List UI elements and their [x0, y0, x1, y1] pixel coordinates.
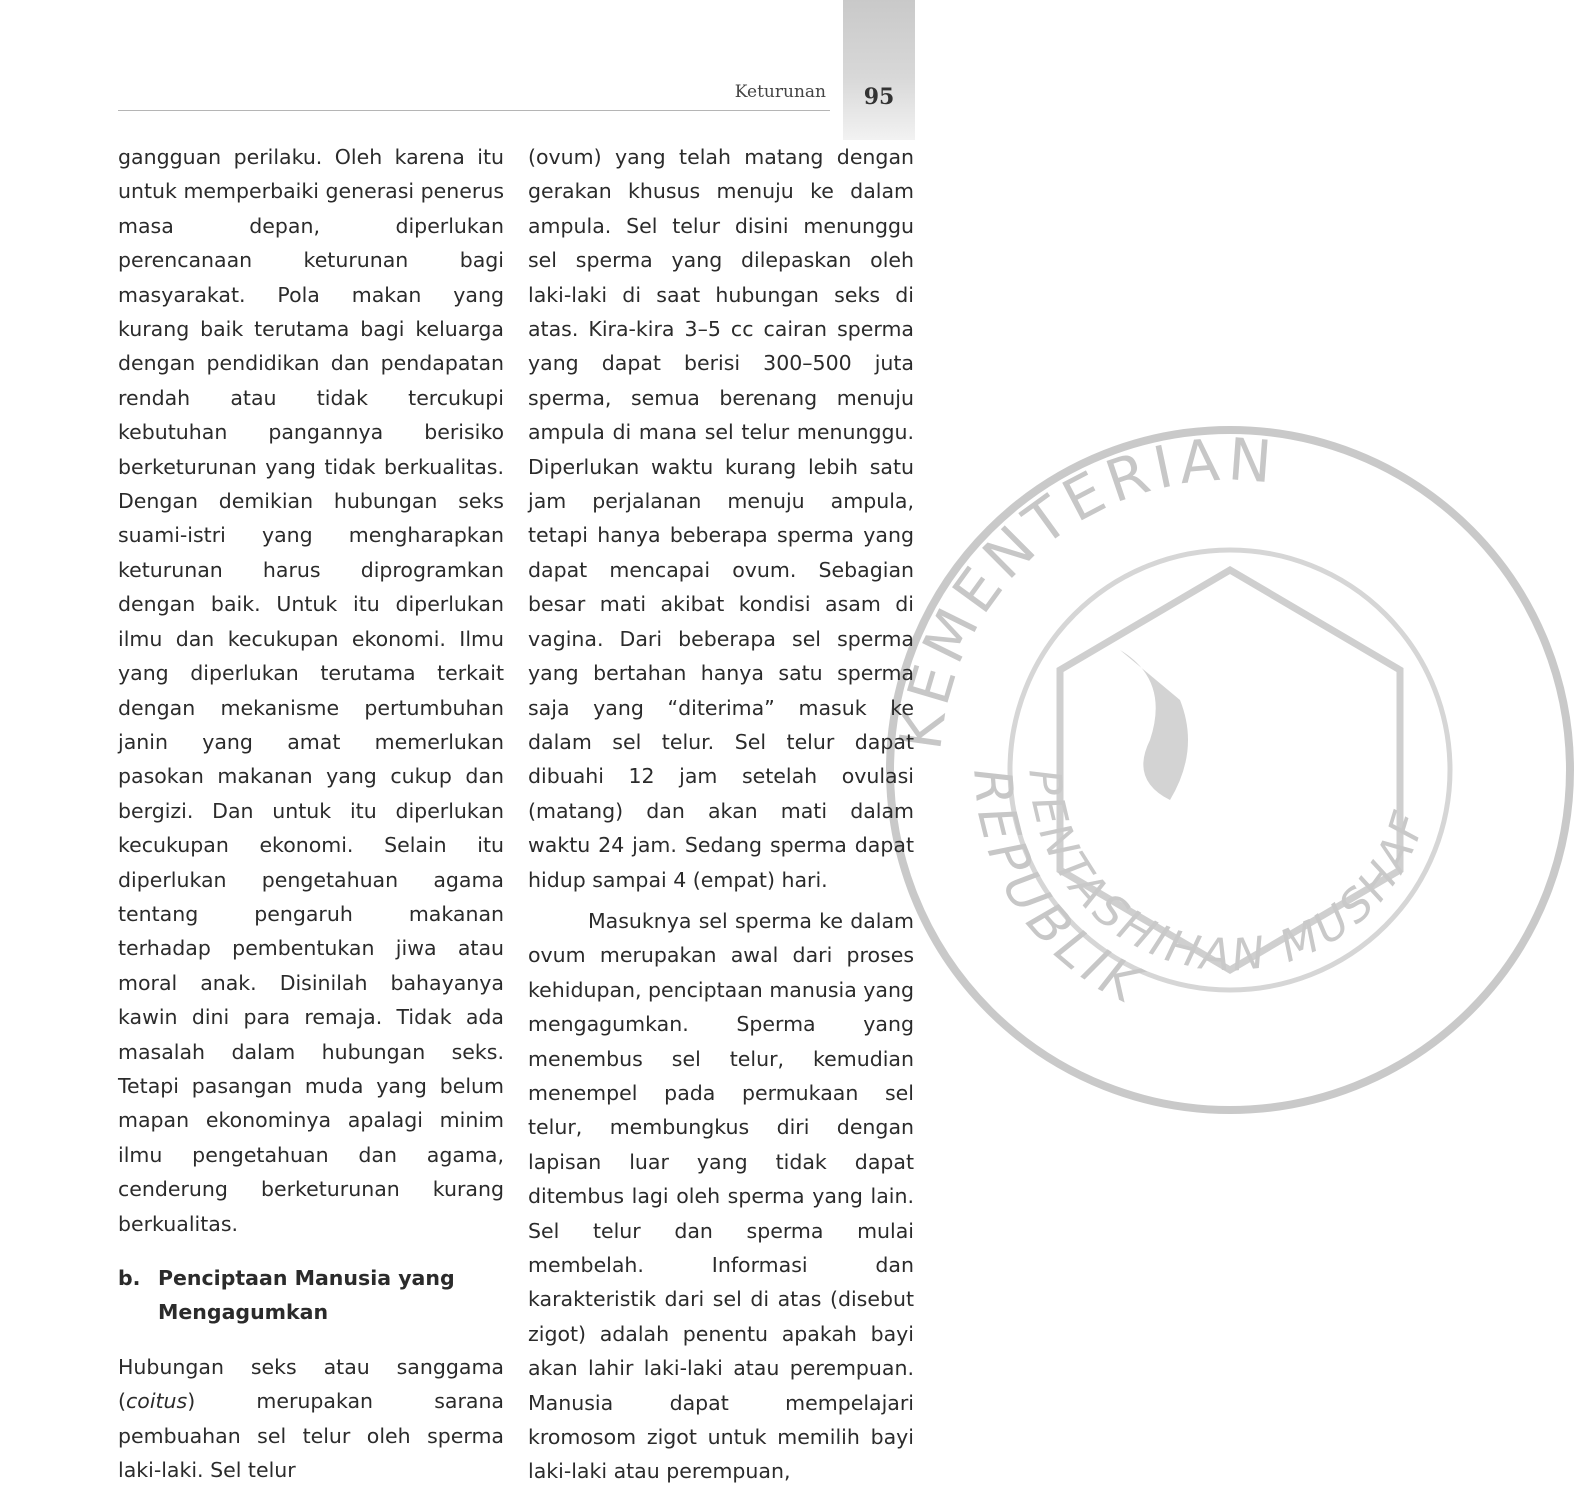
seal-outer-ring: [890, 430, 1570, 1110]
running-head: Keturunan: [734, 82, 826, 102]
subheading-title: Penciptaan Manusia yang Mengagumkan: [158, 1266, 455, 1325]
left-paragraph-2: [118, 1350, 504, 1488]
right-paragraph-1: (ovum) yang telah matang dengan gerakan khusus menuju ke dalam ampula. Sel telur disini menunggu sel sperma yang dilepaskan oleh laki-laki di saat hubungan seks di atas. Kira-kira 3–5 cc cairan sperma yang dapat berisi 300–500 juta sperma, semua berenang menuju ampula di mana sel telur menunggu. Diperlukan waktu kurang lebih satu jam perjalanan menuju ampula, tetapi hanya beberapa sperma yang dapat mencapai ovum. Sebagian besar mati akibat kondisi asam di vagina. Dari beberapa sel sperma yang bertahan hanya satu sperma saja yang “diterima” masuk ke dalam sel telur. Sel telur dapat dibuahi 12 jam setelah ovulasi (matang) dan akan mati dalam waktu 24 jam. Sedang sperma dapat hidup sampai 4 (empat) hari.: [528, 145, 914, 892]
seal-shield: [1060, 570, 1400, 970]
page-number-tab: [843, 0, 915, 140]
subheading-number: b.: [118, 1266, 141, 1290]
para2-italic-term: coitus: [126, 1389, 188, 1414]
seal-text-bottom: REPUBLIK: [961, 766, 1154, 1018]
seal-emblem: [1120, 650, 1188, 800]
right-paragraph-2: Masuknya sel sperma ke dalam ovum merupakan awal dari proses kehidupan, penciptaan manusia yang mengagumkan. Sperma yang menembus sel telur, kemudian menempel pada permukaan sel telur, membungkus diri dengan lapisan luar yang tidak dapat ditembus lagi oleh sperma yang lain. Sel telur dan sperma mulai membelah. Informasi dan karakteristik dari sel di atas (disebut zigot) adalah penentu apakah bayi akan lahir laki-laki atau perempuan. Manusia dapat mempelajari kromosom zigot untuk memilih bayi laki-laki atau perempuan,: [528, 908, 914, 1484]
right-column: [528, 140, 914, 1489]
para2-text-start: Hubungan seks atau sanggama (: [118, 1354, 504, 1414]
left-column: [118, 140, 504, 1487]
para2-text-end: ) merupakan sarana pembuahan sel telur oleh sperma laki-laki. Sel telur: [118, 1389, 504, 1483]
left-paragraph-1: gangguan perilaku. Oleh karena itu untuk memperbaiki generasi penerus masa depan, diperlukan perencanaan keturunan bagi masyarakat. Pola makan yang kurang baik terutama bagi keluarga dengan pendidikan dan pendapatan rendah atau tidak tercukupi kebutuhan pangannya berisiko berketurunan yang tidak berkualitas. Dengan demikian hubungan seks suami-istri yang mengharapkan keturunan harus diprogramkan dengan baik. Untuk itu diperlukan ilmu dan kecukupan ekonomi. Ilmu yang diperlukan terutama terkait dengan mekanisme pertumbuhan janin yang amat memerlukan pasokan makanan yang cukup dan bergizi. Dan untuk itu diperlukan kecukupan ekonomi. Selain itu diperlukan pengetahuan agama tentang pengaruh makanan terhadap pembentukan jiwa atau moral anak. Disinilah bahayanya kawin dini para remaja. Tidak ada masalah dalam hubungan seks. Tetapi pasangan muda yang belum mapan ekonominya apalagi minim ilmu pengetahuan dan agama, cenderung berketurunan kurang berkualitas.: [118, 145, 504, 1236]
page-number: 95: [863, 84, 895, 110]
header-rule: [118, 110, 830, 111]
subheading: [118, 1261, 504, 1330]
seal-text-middle: PENTASHIHAN MUSHAF: [1018, 766, 1436, 982]
watermark-seal: [880, 420, 1580, 1120]
seal-text-top: KEMENTERIAN: [886, 425, 1281, 754]
seal-inner-ring: [1010, 550, 1450, 990]
